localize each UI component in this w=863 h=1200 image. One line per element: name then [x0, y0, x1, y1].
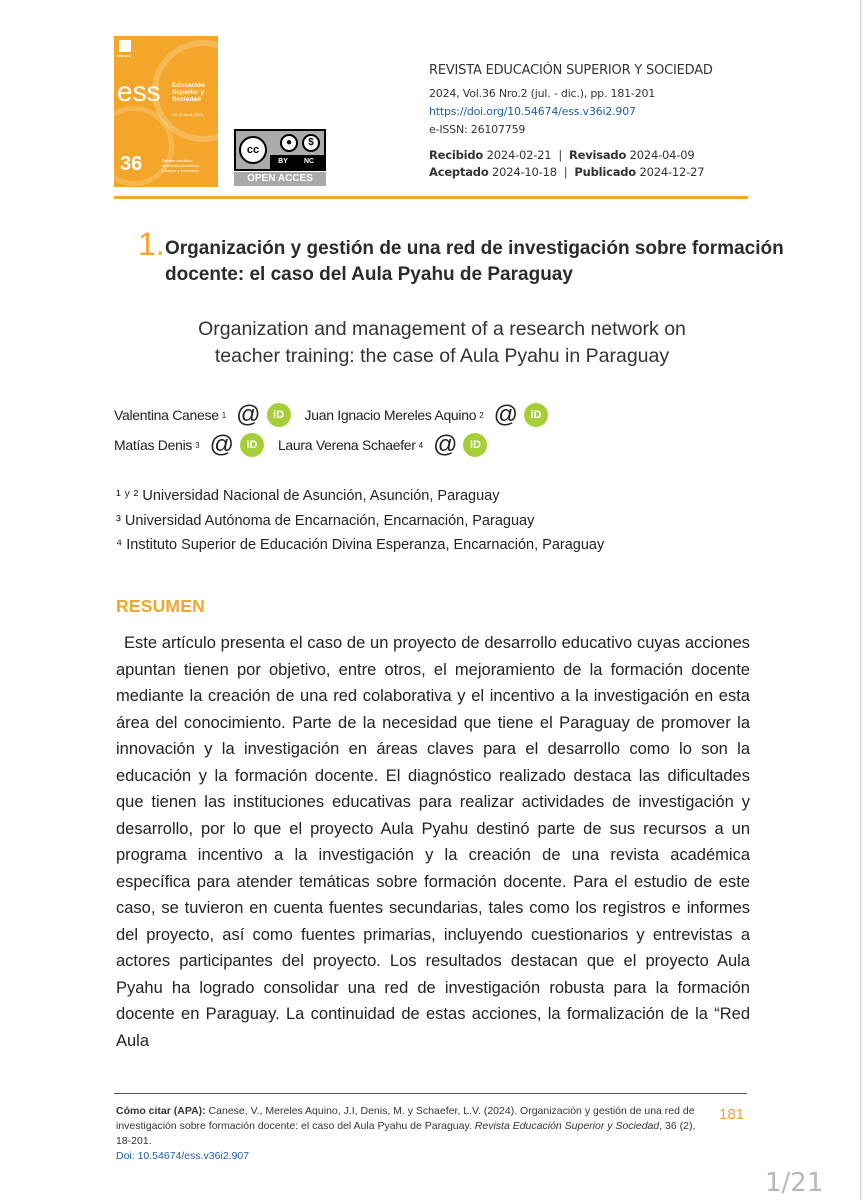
affiliation-list — [116, 484, 604, 558]
revised-date: 2024-04-09 — [629, 148, 695, 162]
author — [278, 433, 488, 457]
accepted-label: Aceptado — [429, 165, 489, 179]
published-label: Publicado — [574, 165, 637, 179]
received-label: Recibido — [429, 148, 484, 162]
noncommercial-icon: $ — [302, 134, 320, 152]
author-row — [114, 400, 562, 430]
cc-badge-top — [234, 129, 326, 171]
viewer-page-indicator: 1/21 — [765, 1168, 824, 1198]
open-access-label: OPEN ACCES — [234, 172, 326, 186]
email-icon[interactable]: @ — [236, 401, 261, 428]
cover-subtitle: Vol. 36 Nro 2 (2024) — [172, 113, 204, 117]
citation-volume: , 36 (2), 18-201. — [116, 1120, 696, 1147]
citation-label: Cómo citar (APA): — [116, 1105, 206, 1117]
article-number: 1. — [138, 226, 165, 262]
published-date: 2024-12-27 — [639, 165, 705, 179]
citation-text: Canese, V., Mereles Aquino, J.I, Denis, M. y Schaefer, L.V. (2024). Organización y gestión de una red de investigación sobre formación docente: el caso del Aula Pyahu de Paraguay. — [116, 1105, 695, 1132]
dates-row-2: Aceptado 2024-10-18 | Publicado 2024-12-27 — [429, 165, 705, 179]
cover-number: 36 — [120, 153, 143, 175]
author-name: Valentina Canese — [114, 407, 219, 423]
author — [305, 403, 549, 427]
accepted-date: 2024-10-18 — [492, 165, 557, 179]
article-title-english: Organization and management of a research network on teacher training: the case of Aula Pyahu in Paraguay — [198, 318, 686, 367]
citation-doi-link[interactable]: Doi: 10.54674/ess.v36i2.907 — [116, 1150, 250, 1162]
cover-title: Educación Superior y Sociedad — [172, 82, 205, 103]
cover-dossier: Dossier temático: Interinstitucionalidad, Riesgos y amenazas — [162, 158, 200, 173]
citation-journal: Revista Educación Superior y Sociedad — [474, 1120, 660, 1132]
attribution-icon: ● — [280, 134, 298, 152]
author-row — [114, 430, 562, 460]
header-divider — [114, 196, 748, 199]
author — [114, 433, 264, 457]
cc-strip — [270, 155, 326, 169]
author-name: Juan Ignacio Mereles Aquino — [304, 407, 477, 423]
orcid-icon[interactable]: iD — [524, 403, 548, 427]
email-icon[interactable]: @ — [209, 431, 234, 458]
orcid-icon[interactable]: iD — [240, 433, 264, 457]
cc-by-label: BY — [278, 158, 288, 165]
dates-row-1: Recibido 2024-02-21 | Revisado 2024-04-09 — [429, 148, 695, 162]
citation-block — [116, 1104, 706, 1164]
journal-doi-link[interactable]: https://doi.org/10.54674/ess.v36i2.907 — [429, 105, 636, 118]
author-affiliation-mark: 1 — [221, 410, 227, 420]
received-date: 2024-02-21 — [486, 148, 552, 162]
journal-name: REVISTA EDUCACIÓN SUPERIOR Y SOCIEDAD — [429, 63, 713, 78]
author-name: Laura Verena Schaefer — [277, 437, 416, 453]
affiliation: ³ Universidad Autónoma de Encarnación, Encarnación, Paraguay — [116, 512, 535, 529]
affiliation: ⁴ Instituto Superior de Educación Divina Esperanza, Encarnación, Paraguay — [116, 537, 605, 553]
abstract-text: Este artículo presenta el caso de un proyecto de desarrollo educativo cuyas acciones apuntan tienen por objetivo, entre otros, el mejoramiento de la formación docente mediante la creación de una red colaborativa y el incentivo a la investigación en esta área del conocimiento. Parte de la necesidad que tiene el Paraguay de promover la innovación y la investigación en áreas claves para el desarrollo como lo son la educación y la formación docente. El diagnóstico realizado destaca las dificultades que tienen las instituciones educativas para realizar actividades de investigación y desarrollo, por lo que el proyecto Aula Pyahu destinó parte de sus recursos a un programa incentivo a la investigación y la creación de una revista académica específica para atender temáticas sobre formación docente. Para el estudio de este caso, se tuvieron en cuenta fuentes secundarias, tales como los registros e informes del proyecto, así como fuentes primarias, incluyendo cuestionarios y entrevistas a actores participantes del proyecto. Los resultados destacan que el proyecto Aula Pyahu ha logrado consolidar una red de investigación robusta para la formación docente en Paraguay. La continuidad de estas acciones, la formalización de la “Red Aula — [116, 634, 750, 1050]
email-icon[interactable]: @ — [433, 431, 458, 458]
cc-nc-label: NC — [303, 158, 315, 165]
cover-publisher: unesco — [117, 53, 132, 58]
revised-label: Revisado — [568, 148, 627, 162]
author-affiliation-mark: 4 — [418, 440, 424, 450]
journal-volume: 2024, Vol.36 Nro.2 (jul. - dic.), pp. 181-201 — [429, 87, 656, 100]
author — [114, 403, 291, 427]
unesco-logo-icon — [119, 40, 131, 52]
cc-icon: cc — [239, 136, 267, 164]
journal-cover-image — [114, 36, 218, 187]
cc-license-badge[interactable] — [234, 129, 326, 185]
footer-divider — [114, 1093, 747, 1094]
author-affiliation-mark: 3 — [195, 440, 200, 450]
abstract-heading: RESUMEN — [116, 596, 205, 616]
cover-ess-logo: ess — [117, 76, 161, 107]
author-list — [114, 400, 562, 460]
author-name: Matías Denis — [114, 437, 193, 453]
journal-issn: e-ISSN: 26107759 — [429, 123, 526, 136]
email-icon[interactable]: @ — [493, 401, 519, 428]
orcid-icon[interactable]: iD — [267, 403, 291, 427]
journal-dates — [429, 147, 704, 181]
author-affiliation-mark: 2 — [479, 410, 484, 420]
orcid-icon[interactable]: iD — [463, 433, 487, 457]
article-title: Organización y gestión de una red de investigación sobre formación docente: el caso del Aula Pyahu de Paraguay — [165, 238, 784, 285]
page-number: 181 — [719, 1106, 745, 1123]
affiliation: ¹ ʸ ² Universidad Nacional de Asunción, Asunción, Paraguay — [116, 488, 500, 504]
